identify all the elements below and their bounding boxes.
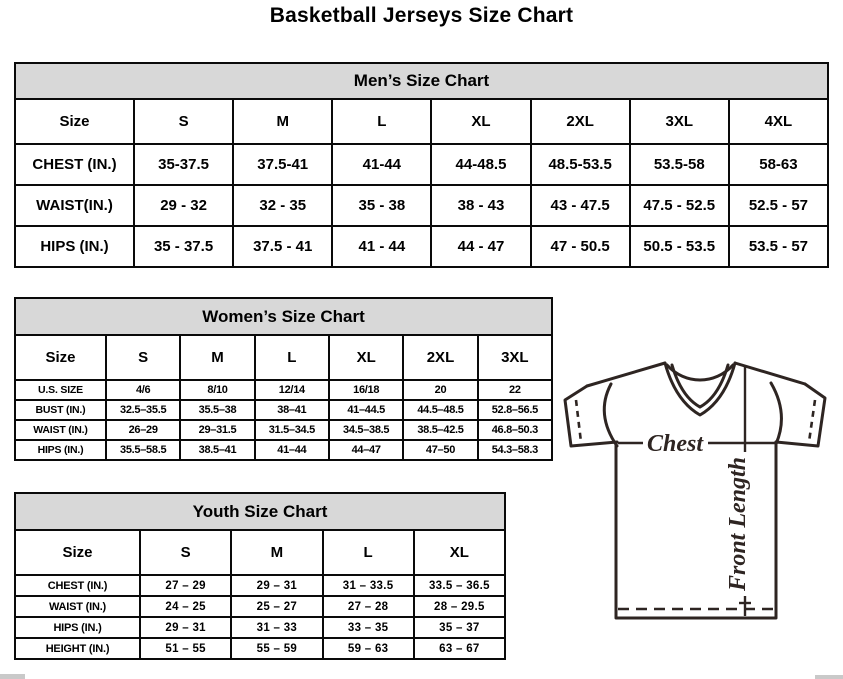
- table-row: [15, 400, 552, 420]
- column-header: 3XL: [630, 99, 729, 144]
- column-header: XL: [414, 530, 505, 575]
- womens-size-table: [14, 334, 553, 461]
- size-value-cell: 47.5 - 52.5: [630, 185, 729, 226]
- size-value-cell: 32.5–35.5: [106, 400, 180, 420]
- size-value-cell: 52.5 - 57: [729, 185, 828, 226]
- table-row: [15, 185, 828, 226]
- size-value-cell: 28 – 29.5: [414, 596, 505, 617]
- size-value-cell: 29 - 32: [134, 185, 233, 226]
- table-row: [15, 638, 505, 659]
- size-value-cell: 59 – 63: [323, 638, 414, 659]
- column-header: 3XL: [478, 335, 552, 380]
- size-value-cell: 33.5 – 36.5: [414, 575, 505, 596]
- size-value-cell: 50.5 - 53.5: [630, 226, 729, 267]
- scrollbar-fragment-right: [815, 675, 843, 679]
- size-value-cell: 38–41: [255, 400, 329, 420]
- row-label: HIPS (IN.): [15, 617, 140, 638]
- size-value-cell: 38.5–42.5: [403, 420, 477, 440]
- size-value-cell: 16/18: [329, 380, 403, 400]
- size-value-cell: 37.5 - 41: [233, 226, 332, 267]
- size-value-cell: 29 – 31: [140, 617, 231, 638]
- row-label: CHEST (IN.): [15, 144, 134, 185]
- table-row: [15, 617, 505, 638]
- size-value-cell: 34.5–38.5: [329, 420, 403, 440]
- table-row: [15, 575, 505, 596]
- size-value-cell: 41–44.5: [329, 400, 403, 420]
- size-value-cell: 44-48.5: [431, 144, 530, 185]
- size-value-cell: 12/14: [255, 380, 329, 400]
- size-value-cell: 35.5–38: [180, 400, 254, 420]
- table-row: [15, 226, 828, 267]
- size-value-cell: 63 – 67: [414, 638, 505, 659]
- size-header-row: [15, 335, 552, 380]
- size-value-cell: 44 - 47: [431, 226, 530, 267]
- size-value-cell: 29 – 31: [231, 575, 322, 596]
- size-value-cell: 47 - 50.5: [531, 226, 630, 267]
- womens-chart-title: Women’s Size Chart: [14, 297, 553, 336]
- row-label: WAIST(IN.): [15, 185, 134, 226]
- size-value-cell: 31 – 33: [231, 617, 322, 638]
- size-header-row: [15, 530, 505, 575]
- size-value-cell: 48.5-53.5: [531, 144, 630, 185]
- row-label: HIPS (IN.): [15, 226, 134, 267]
- table-row: [15, 420, 552, 440]
- column-header: S: [134, 99, 233, 144]
- size-value-cell: 35 – 37: [414, 617, 505, 638]
- size-value-cell: 35 - 38: [332, 185, 431, 226]
- column-header: L: [255, 335, 329, 380]
- mens-size-chart: [14, 62, 829, 268]
- chest-label: Chest: [646, 431, 704, 457]
- size-value-cell: 55 – 59: [231, 638, 322, 659]
- size-value-cell: 47–50: [403, 440, 477, 460]
- table-row: [15, 440, 552, 460]
- row-label: WAIST (IN.): [15, 420, 106, 440]
- size-value-cell: 41 - 44: [332, 226, 431, 267]
- column-header: XL: [329, 335, 403, 380]
- column-header: M: [231, 530, 322, 575]
- size-value-cell: 44–47: [329, 440, 403, 460]
- youth-size-table: [14, 529, 506, 660]
- row-label: U.S. SIZE: [15, 380, 106, 400]
- table-row: [15, 380, 552, 400]
- size-value-cell: 22: [478, 380, 552, 400]
- size-value-cell: 26–29: [106, 420, 180, 440]
- size-value-cell: 38.5–41: [180, 440, 254, 460]
- column-header: 2XL: [531, 99, 630, 144]
- womens-size-chart: [14, 297, 553, 461]
- table-row: [15, 596, 505, 617]
- column-header: L: [332, 99, 431, 144]
- column-header: Size: [15, 530, 140, 575]
- front-length-label: Front Length: [725, 456, 751, 592]
- size-value-cell: 31.5–34.5: [255, 420, 329, 440]
- size-value-cell: 53.5-58: [630, 144, 729, 185]
- size-value-cell: 44.5–48.5: [403, 400, 477, 420]
- size-value-cell: 8/10: [180, 380, 254, 400]
- size-value-cell: 37.5-41: [233, 144, 332, 185]
- table-row: [15, 144, 828, 185]
- size-value-cell: 27 – 28: [323, 596, 414, 617]
- size-value-cell: 35.5–58.5: [106, 440, 180, 460]
- right-cuff-stitch: [809, 400, 815, 442]
- column-header: XL: [431, 99, 530, 144]
- row-label: WAIST (IN.): [15, 596, 140, 617]
- mens-chart-title: Men’s Size Chart: [14, 62, 829, 100]
- size-value-cell: 31 – 33.5: [323, 575, 414, 596]
- row-label: BUST (IN.): [15, 400, 106, 420]
- youth-size-chart: [14, 492, 506, 660]
- size-value-cell: 4/6: [106, 380, 180, 400]
- column-header: L: [323, 530, 414, 575]
- size-value-cell: 20: [403, 380, 477, 400]
- mens-size-table: [14, 98, 829, 268]
- column-header: M: [233, 99, 332, 144]
- column-header: M: [180, 335, 254, 380]
- size-value-cell: 53.5 - 57: [729, 226, 828, 267]
- page-title: Basketball Jerseys Size Chart: [269, 4, 574, 27]
- column-header: 2XL: [403, 335, 477, 380]
- size-value-cell: 46.8–50.3: [478, 420, 552, 440]
- size-value-cell: 32 - 35: [233, 185, 332, 226]
- size-value-cell: 35-37.5: [134, 144, 233, 185]
- size-header-row: [15, 99, 828, 144]
- size-value-cell: 25 – 27: [231, 596, 322, 617]
- column-header: Size: [15, 335, 106, 380]
- size-value-cell: 24 – 25: [140, 596, 231, 617]
- column-header: S: [140, 530, 231, 575]
- jersey-outline: [565, 363, 825, 618]
- left-cuff-stitch: [576, 400, 581, 442]
- size-value-cell: 35 - 37.5: [134, 226, 233, 267]
- row-label: CHEST (IN.): [15, 575, 140, 596]
- size-value-cell: 51 – 55: [140, 638, 231, 659]
- column-header: S: [106, 335, 180, 380]
- size-value-cell: 41-44: [332, 144, 431, 185]
- column-header: 4XL: [729, 99, 828, 144]
- size-value-cell: 33 – 35: [323, 617, 414, 638]
- row-label: HEIGHT (IN.): [15, 638, 140, 659]
- scrollbar-fragment-left: [0, 674, 25, 679]
- size-value-cell: 58-63: [729, 144, 828, 185]
- size-value-cell: 54.3–58.3: [478, 440, 552, 460]
- size-value-cell: 29–31.5: [180, 420, 254, 440]
- jersey-measurement-diagram: [555, 356, 839, 628]
- size-value-cell: 27 – 29: [140, 575, 231, 596]
- row-label: HIPS (IN.): [15, 440, 106, 460]
- size-value-cell: 41–44: [255, 440, 329, 460]
- size-value-cell: 38 - 43: [431, 185, 530, 226]
- youth-chart-title: Youth Size Chart: [14, 492, 506, 531]
- size-value-cell: 43 - 47.5: [531, 185, 630, 226]
- column-header: Size: [15, 99, 134, 144]
- size-value-cell: 52.8–56.5: [478, 400, 552, 420]
